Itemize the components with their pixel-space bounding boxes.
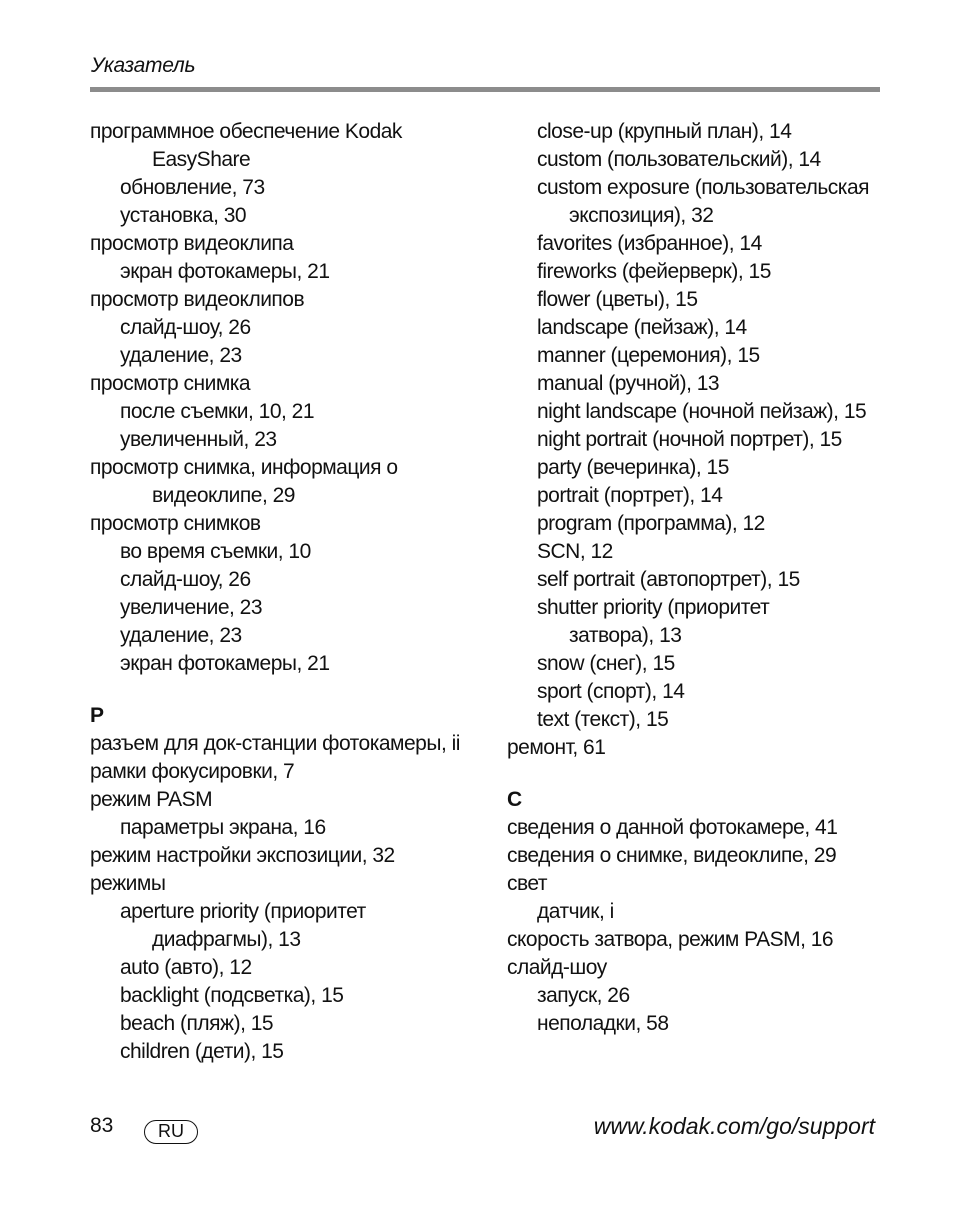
index-entry: landscape (пейзаж), 14 [537,316,747,339]
page-number: 83 [90,1114,114,1137]
index-entry: beach (пляж), 15 [120,1012,274,1035]
index-entry: flower (цветы), 15 [537,288,698,311]
index-entry: увеличение, 23 [120,596,263,619]
index-entry: snow (снег), 15 [537,652,675,675]
index-entry: fireworks (фейерверк), 15 [537,260,771,283]
index-column-left [90,118,490,1066]
index-entry: датчик, i [537,900,614,923]
index-entry: после съемки, 10, 21 [120,400,315,423]
index-column-right [507,118,887,1038]
index-entry: диафрагмы), 13 [152,928,301,951]
index-entry: запуск, 26 [537,984,630,1007]
index-entry: aperture priority (приоритет [120,900,366,923]
index-entry: просмотр снимка [90,372,251,395]
index-entry: неполадки, 58 [537,1012,669,1035]
index-entry: просмотр видеоклипа [90,232,294,255]
index-entry: auto (авто), 12 [120,956,252,979]
index-entry: слайд-шоу, 26 [120,568,251,591]
index-entry: режимы [90,872,166,895]
index-entry: свет [507,872,548,895]
index-entry: manual (ручной), 13 [537,372,720,395]
index-entry: режим PASM [90,788,213,811]
index-entry: manner (церемония), 15 [537,344,760,367]
index-entry: night portrait (ночной портрет), 15 [537,428,842,451]
index-entry: night landscape (ночной пейзаж), 15 [537,400,867,423]
index-entry: режим настройки экспозиции, 32 [90,844,395,867]
index-entry: рамки фокусировки, 7 [90,760,295,783]
index-entry: параметры экрана, 16 [120,816,326,839]
index-entry: ремонт, 61 [507,736,606,759]
index-entry: SCN, 12 [537,540,613,563]
index-letter-heading: Р [90,704,104,727]
section-gap [507,762,887,786]
index-entry: backlight (подсветка), 15 [120,984,344,1007]
index-entry: удаление, 23 [120,344,242,367]
index-entry: удаление, 23 [120,624,242,647]
index-entry: просмотр снимков [90,512,261,535]
index-entry: во время съемки, 10 [120,540,311,563]
index-entry: просмотр видеоклипов [90,288,305,311]
index-entry: program (программа), 12 [537,512,765,535]
language-badge: RU [144,1120,198,1144]
index-entry: sport (спорт), 14 [537,680,685,703]
index-entry: children (дети), 15 [120,1040,284,1063]
section-gap [90,678,490,702]
index-entry: просмотр снимка, информация о [90,456,398,479]
index-entry: custom exposure (пользовательская [537,176,869,199]
index-entry: обновление, 73 [120,176,265,199]
index-entry: сведения о данной фотокамере, 41 [507,816,838,839]
header-divider [90,87,880,92]
index-entry: close-up (крупный план), 14 [537,120,792,143]
index-entry: favorites (избранное), 14 [537,232,762,255]
index-entry: программное обеспечение Kodak [90,120,402,143]
index-entry: экран фотокамеры, 21 [120,260,330,283]
index-entry: видеоклипе, 29 [152,484,295,507]
index-entry: self portrait (автопортрет), 15 [537,568,800,591]
index-entry: разъем для док-станции фотокамеры, ii [90,732,460,755]
running-header: Указатель [91,54,196,77]
index-entry: экран фотокамеры, 21 [120,652,330,675]
index-entry: text (текст), 15 [537,708,669,731]
index-entry: shutter priority (приоритет [537,596,770,619]
index-entry: custom (пользовательский), 14 [537,148,821,171]
index-letter-heading: С [507,788,522,811]
index-entry: увеличенный, 23 [120,428,277,451]
support-url[interactable]: www.kodak.com/go/support [593,1113,875,1139]
index-entry: portrait (портрет), 14 [537,484,723,507]
index-entry: party (вечеринка), 15 [537,456,729,479]
index-entry: слайд-шоу [507,956,607,979]
index-entry: EasyShare [152,148,251,171]
index-entry: экспозиция), 32 [569,204,714,227]
index-entry: скорость затвора, режим PASM, 16 [507,928,834,951]
index-entry: слайд-шоу, 26 [120,316,251,339]
index-entry: установка, 30 [120,204,247,227]
index-entry: сведения о снимке, видеоклипе, 29 [507,844,837,867]
index-entry: затвора), 13 [569,624,682,647]
